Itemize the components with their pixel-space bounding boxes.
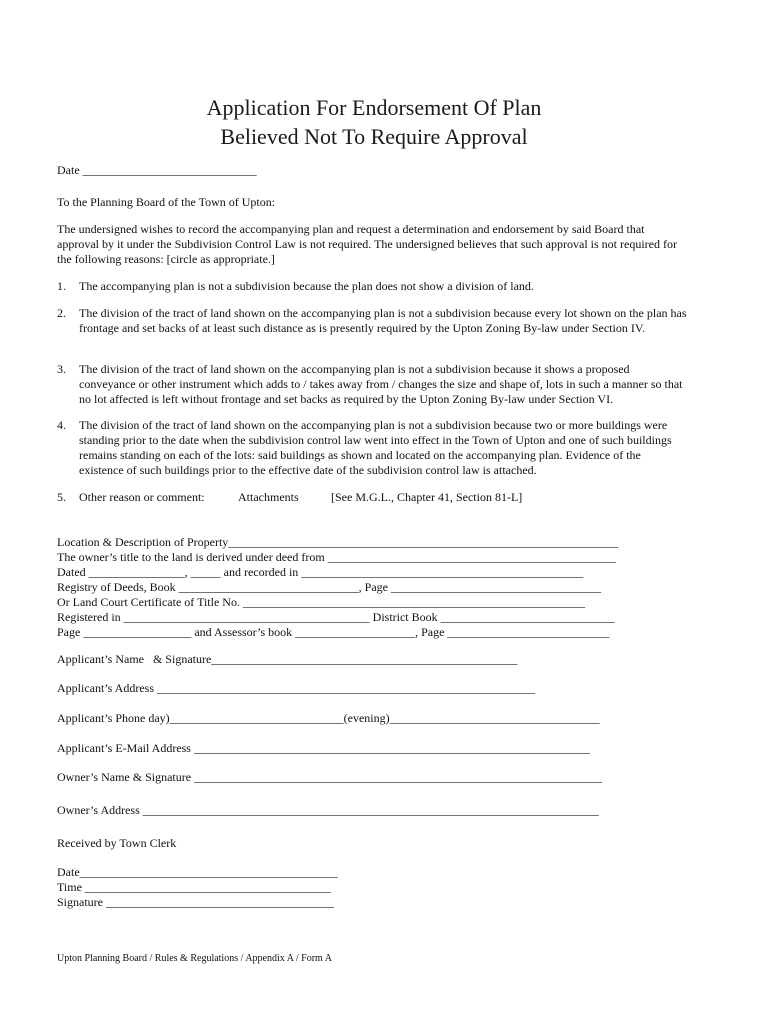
owner-address-field[interactable]: Owner’s Address ____________________________________________________________________________ [57, 803, 599, 817]
registry-book-page-field[interactable]: Registry of Deeds, Book ______________________________, Page ___________________________________ [57, 580, 601, 594]
applicant-email-field[interactable]: Applicant’s E-Mail Address __________________________________________________________________ [57, 741, 590, 755]
page-assessor-book-field[interactable]: Page __________________ and Assessor’s book ____________________, Page ___________________________ [57, 625, 610, 639]
reason-number: 2. [57, 306, 66, 320]
dated-recorded-field[interactable]: Dated ________________, _____ and recorded in _______________________________________________ [57, 565, 584, 579]
title-line-2: Believed Not To Require Approval [220, 124, 528, 149]
registered-district-book-field[interactable]: Registered in _________________________________________ District Book _____________________________ [57, 610, 615, 624]
location-description-field[interactable]: Location & Description of Property_________________________________________________________________ [57, 535, 619, 549]
land-court-certificate-field[interactable]: Or Land Court Certificate of Title No. _________________________________________________________ [57, 595, 585, 609]
reason-text: The accompanying plan is not a subdivision because the plan does not show a division of land. [79, 279, 534, 293]
reason-number: 5. [57, 490, 66, 504]
other-reason-label: Other reason or comment: [79, 490, 205, 504]
clerk-signature-field[interactable]: Signature ______________________________________ [57, 895, 334, 909]
salutation: To the Planning Board of the Town of Upton: [57, 195, 276, 209]
intro-paragraph: The undersigned wishes to record the accompanying plan and request a determination and endorsement by said Board that approval by it under the Subdivision Control Law is not required. The undersigned believes that such approval is not required for the following reasons: [circle as appropriate.] [57, 222, 677, 266]
reason-text: The division of the tract of land shown on the accompanying plan is not a subdivision because every lot shown on the plan has frontage and set backs of at least such distance as is presently required by the Upton Zoning By-law under Section IV. [79, 306, 687, 335]
applicant-phone-field[interactable]: Applicant’s Phone day)_____________________________(evening)___________________________________ [57, 711, 600, 725]
reason-2[interactable] [57, 306, 687, 336]
applicant-address-field[interactable]: Applicant’s Address _______________________________________________________________ [57, 681, 535, 695]
reason-text: The division of the tract of land shown on the accompanying plan is not a subdivision because it shows a proposed conveyance or other instrument which adds to / takes away from / changes the size and shape of, lots in such a manner so that no lot affected is left without frontage and set backs as required by the Upton Zoning By-law under Section VI. [79, 362, 683, 406]
title-line-1: Application For Endorsement Of Plan [206, 95, 542, 120]
clerk-date-field[interactable]: Date___________________________________________ [57, 865, 338, 879]
attachments-label: Attachments [238, 490, 299, 504]
page-footer: Upton Planning Board / Rules & Regulations / Appendix A / Form A [57, 953, 333, 964]
applicant-name-signature-field[interactable]: Applicant’s Name & Signature___________________________________________________ [57, 652, 518, 666]
reason-1[interactable] [57, 279, 687, 294]
date-field[interactable]: Date _____________________________ [57, 163, 257, 177]
owner-name-signature-field[interactable]: Owner’s Name & Signature ____________________________________________________________________ [57, 770, 603, 784]
town-clerk-heading: Received by Town Clerk [57, 836, 177, 850]
reason-number: 3. [57, 362, 66, 376]
reason-3[interactable] [57, 362, 687, 407]
reason-4[interactable] [57, 418, 687, 478]
reason-5[interactable] [57, 490, 687, 505]
reason-number: 1. [57, 279, 66, 293]
reason-text: The division of the tract of land shown on the accompanying plan is not a subdivision because two or more buildings were standing prior to the date when the subdivision control law went into effect in the Town of Upton and one of such buildings remains standing on each of the lots: said buildings as shown and located on the accompanying plan. Evidence of the existence of such buildings prior to the effective date of the subdivision control law is attached. [79, 418, 672, 477]
clerk-time-field[interactable]: Time _________________________________________ [57, 880, 331, 894]
reason-number: 4. [57, 418, 66, 432]
form-title [0, 93, 748, 151]
deed-source-field[interactable]: The owner’s title to the land is derived under deed from ________________________________________________ [57, 550, 616, 564]
mgl-citation: [See M.G.L., Chapter 41, Section 81-L] [331, 490, 523, 504]
